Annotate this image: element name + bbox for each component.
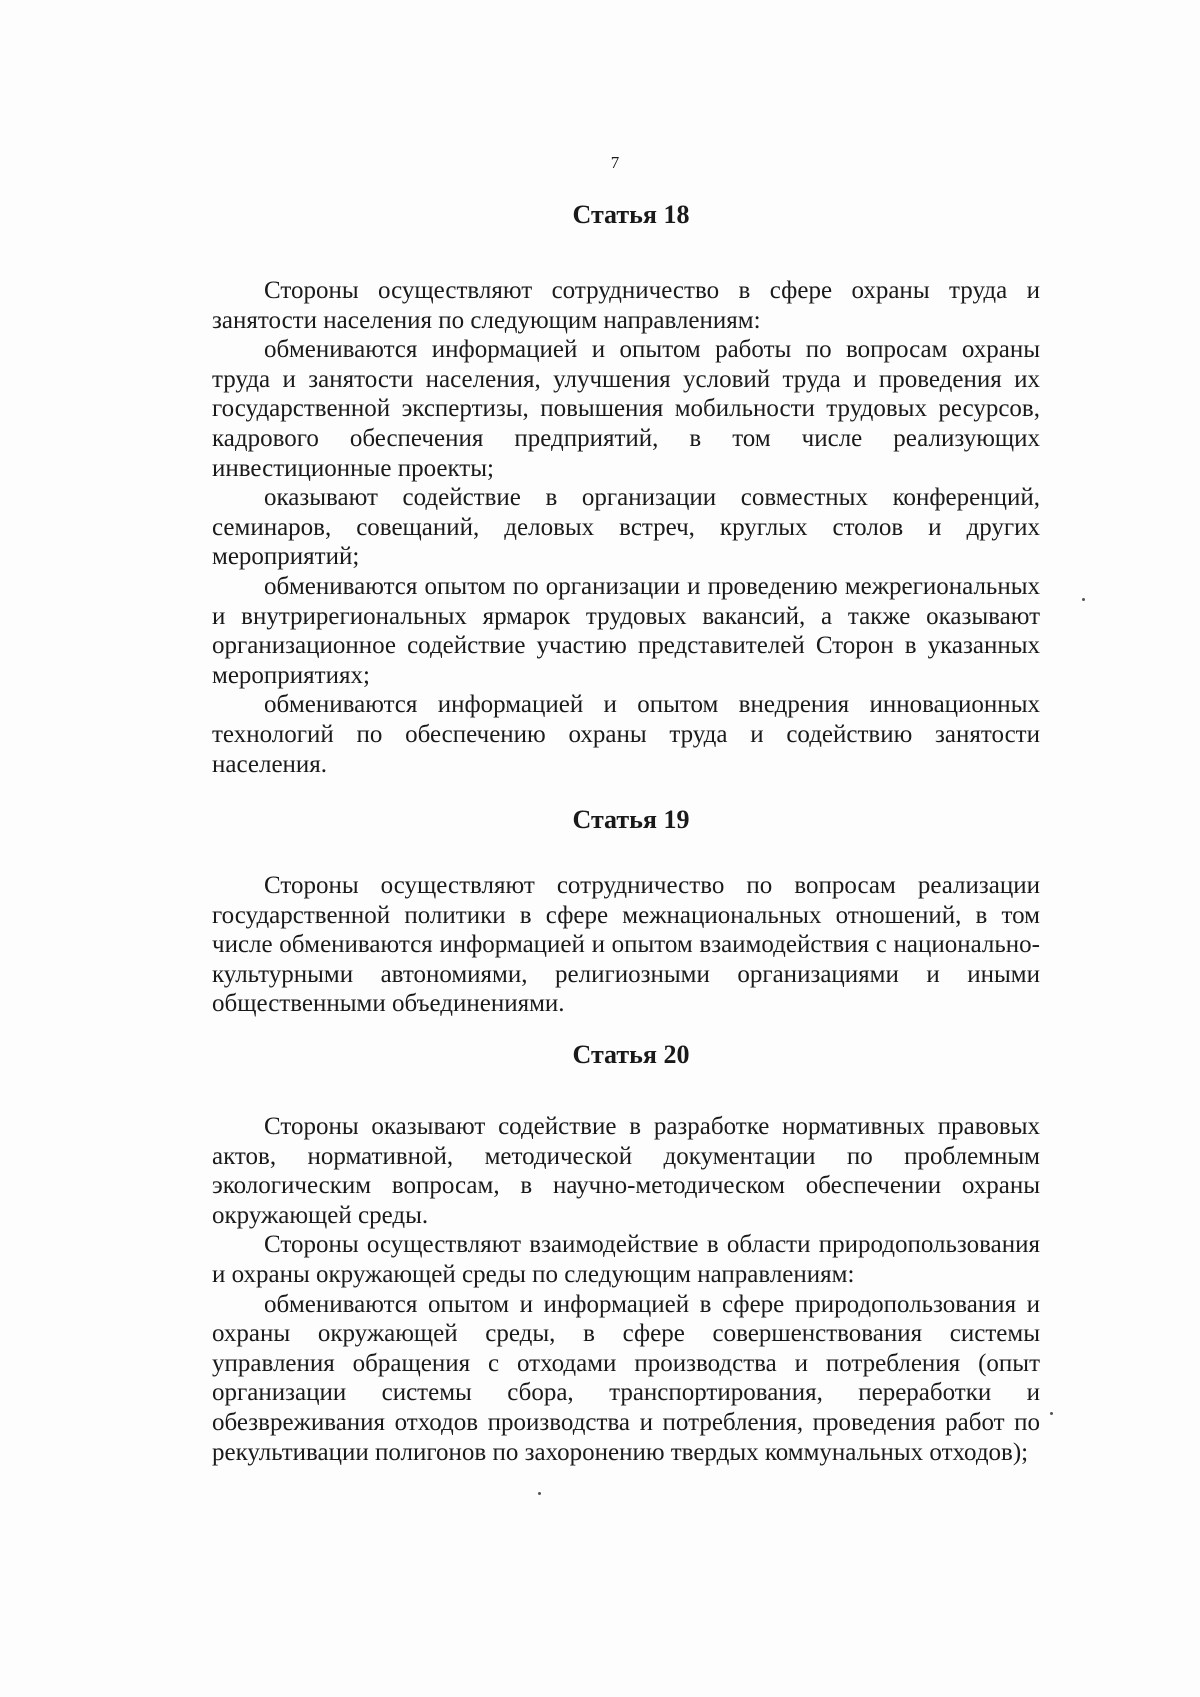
article-18 [212,200,1040,779]
article-body [212,871,1040,1019]
article-title: Статья 20 [572,1040,690,1069]
paragraph: оказывают содействие в организации совместных конференций, семинаров, совещаний, деловых встреч, круглых столов и других мероприятий; [212,484,1040,571]
paragraph: Стороны оказывают содействие в разработке нормативных правовых актов, нормативной, методической документации по проблемным экологическим вопросам, в научно-методическом обеспечении охраны окружающей среды. [212,1113,1040,1229]
page-number: 7 [610,153,620,172]
paragraph: обмениваются информацией и опытом работы по вопросам охраны труда и занятости населения, улучшения условий труда и проведения их государственной экспертизы, повышения мобильности трудовых ресурсов, кадрового обеспечения предприятий, в том числе реализующих инвестиционные проекты; [212,336,1040,482]
article-body [212,276,1040,779]
article-body [212,1112,1040,1467]
paragraph: Стороны осуществляют сотрудничество в сфере охраны труда и занятости населения по следующим направлениям: [212,277,1040,334]
article-title: Статья 19 [572,805,690,834]
paragraph: обмениваются информацией и опытом внедрения инновационных технологий по обеспечению охраны труда и содействию занятости населения. [212,691,1040,778]
paragraph: обмениваются опытом и информацией в сфере природопользования и охраны окружающей среды, в сфере совершенствования системы управления обращения с отходами производства и потребления (опыт организации системы сбора, транспортирования, переработки и обезвреживания отходов производства и потребления, проведения работ по рекультивации полигонов по захоронению твердых коммунальных отходов); [212,1290,1040,1466]
article-19 [212,805,1040,1019]
paragraph: Стороны осуществляют сотрудничество по вопросам реализации государственной политики в сфере межнациональных отношений, в том числе обмениваются информацией и опытом взаимодействия с национально-культурными автономиями, религиозными организациями и иными общественными объединениями. [212,872,1040,1018]
article-title: Статья 18 [572,200,690,229]
paragraph: Стороны осуществляют взаимодействие в области природопользования и охраны окружающей среды по следующим направлениям: [212,1231,1040,1288]
scan-speck [1082,598,1085,601]
scan-speck [538,1492,541,1495]
scan-speck [1050,1412,1053,1415]
article-20 [212,1040,1040,1467]
paragraph: обмениваются опытом по организации и проведению межрегиональных и внутрирегиональных ярмарок трудовых вакансий, а также оказывают организационное содействие участию представителей Сторон в указанных мероприятиях; [212,572,1040,689]
